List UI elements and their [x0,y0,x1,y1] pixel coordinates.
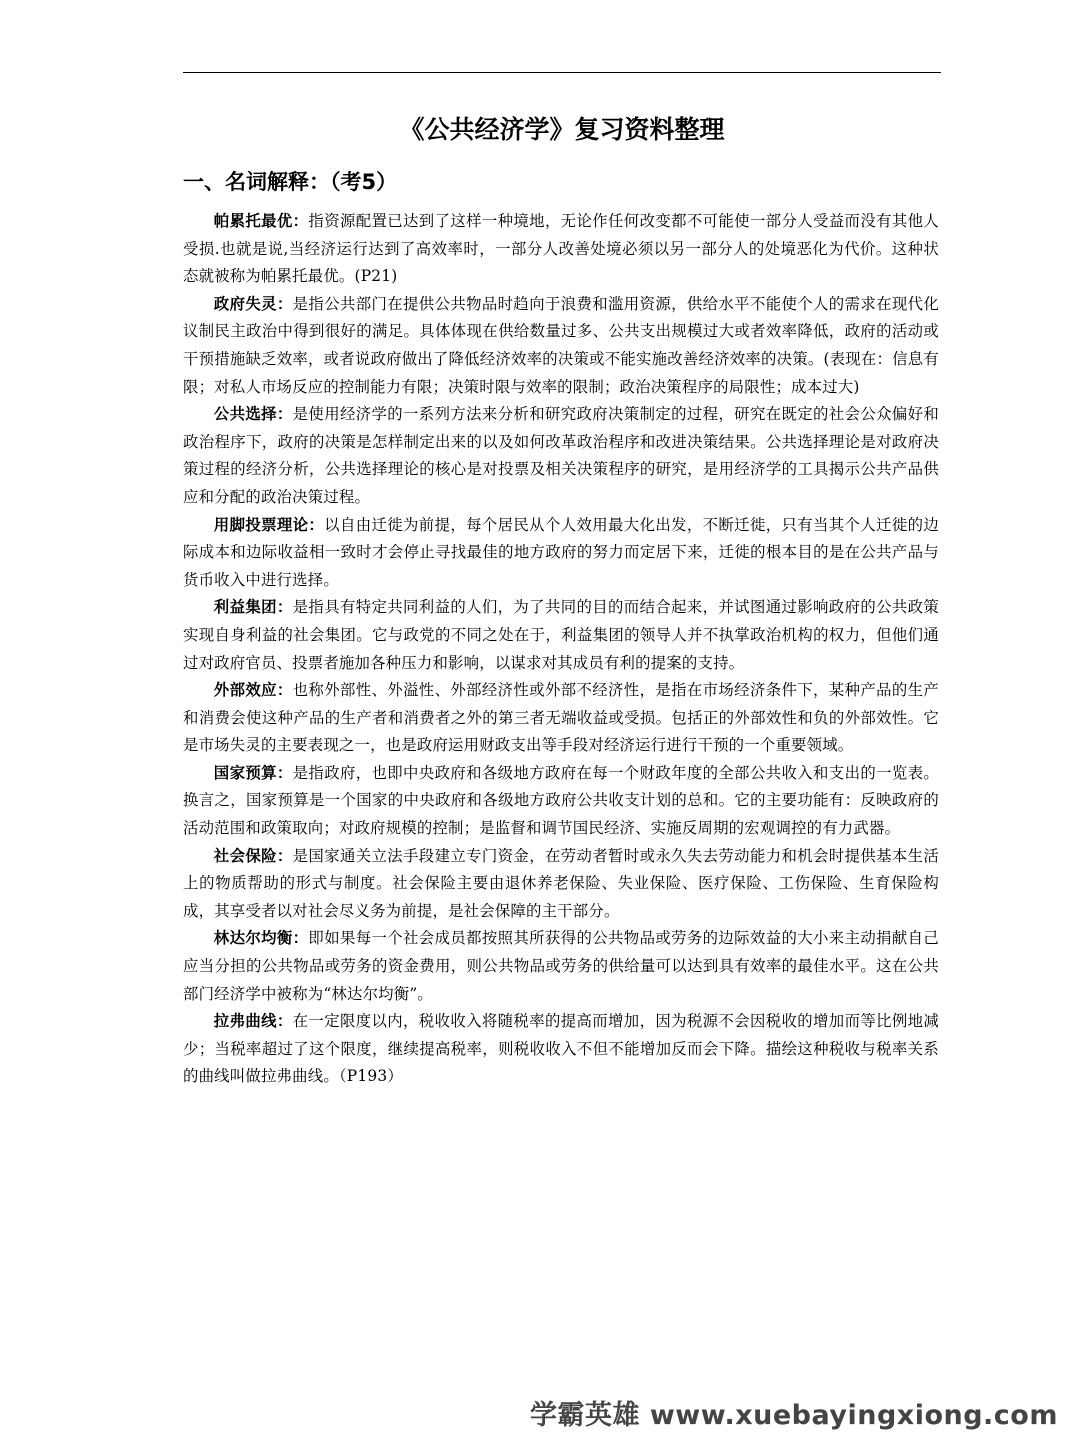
term-lindahl-equilibrium [183,925,939,1008]
term-name: 社会保险： [213,846,293,865]
term-government-failure [183,291,939,401]
term-definition: 在一定限度以内，税收收入将随税率的提高而增加，因为税源不会因税收的增加而等比例地减少；当税率超过了这个限度，继续提高税率，则税收收入不但不能增加反而会下降。描绘这种税收与税率关系的曲线叫做拉弗曲线。（P193） [183,1012,939,1086]
section-heading: 一、名词解释：（考5） [183,170,398,194]
term-definition: 是指政府，也即中央政府和各级地方政府在每一个财政年度的全部公共收入和支出的一览表。换言之，国家预算是一个国家的中央政府和各级地方政府公共收支计划的总和。它的主要功能有：反映政府的活动范围和政策取向；对政府规模的控制；是监督和调节国民经济、实施反周期的宏观调控的有力武器。 [183,763,939,838]
term-interest-group [183,594,939,677]
term-definition: 即如果每一个社会成员都按照其所获得的公共物品或劳务的边际效益的大小来主动捐献自己应当分担的公共物品或劳务的资金费用，则公共物品或劳务的供给量可以达到具有效率的最佳水平。这在公共部门经济学中被称为“林达尔均衡”。 [183,929,939,1003]
term-name: 拉弗曲线： [213,1012,293,1031]
term-definition: 也称外部性、外溢性、外部经济性或外部不经济性，是指在市场经济条件下，某种产品的生产和消费会使这种产品的生产者和消费者之外的第三者无端收益或受损。包括正的外部效性和负的外部效性。它是市场失灵的主要表现之一，也是政府运用财政支出等手段对经济运行进行干预的一个重要领域。 [183,681,939,755]
term-name: 用脚投票理论： [213,515,325,534]
term-pareto-optimal [183,208,939,291]
term-list [183,208,939,1091]
term-laffer-curve [183,1008,939,1091]
term-social-insurance [183,843,939,926]
term-voting-with-feet [183,512,939,595]
term-definition: 是国家通关立法手段建立专门资金，在劳动者暂时或永久失去劳动能力和机会时提供基本生活上的物质帮助的形式与制度。社会保险主要由退休养老保险、失业保险、医疗保险、工伤保险、生育保险构成，其享受者以对社会尽义务为前提，是社会保障的主干部分。 [183,846,939,920]
term-definition: 以自由迁徙为前提，每个居民从个人效用最大化出发，不断迁徙，只有当其个人迁徙的边际成本和边际收益相一致时才会停止寻找最佳的地方政府的努力而定居下来，迁徙的根本目的是在公共产品与货币收入中进行选择。 [183,515,939,589]
term-externality [183,677,939,760]
term-definition: 是指具有特定共同利益的人们，为了共同的目的而结合起来，并试图通过影响政府的公共政策实现自身利益的社会集团。它与政党的不同之处在于，利益集团的领导人并不执掌政治机构的权力，但他们通过对政府官员、投票者施加各种压力和影响，以谋求对其成员有利的提案的支持。 [183,598,939,672]
term-name: 公共选择： [213,405,293,424]
term-name: 利益集团： [213,598,293,617]
term-name: 政府失灵： [213,294,293,313]
term-public-choice [183,401,939,511]
term-name: 帕累托最优： [213,212,309,230]
header-rule [183,72,941,73]
term-name: 林达尔均衡： [213,929,309,948]
term-definition: 是指公共部门在提供公共物品时趋向于浪费和滥用资源，供给水平不能使个人的需求在现代化议制民主政治中得到很好的满足。具体体现在供给数量过多、公共支出规模过大或者效率降低，政府的活动或干预措施缺乏效率，或者说政府做出了降低经济效率的决策或不能实施改善经济效率的决策。(表现在：信息有限；对私人市场反应的控制能力有限；决策时限与效率的限制；政治决策程序的局限性；成本过大) [183,294,939,396]
term-definition: 是使用经济学的一系列方法来分析和研究政府决策制定的过程，研究在既定的社会公众偏好和政治程序下，政府的决策是怎样制定出来的以及如何改革政治程序和改进决策结果。公共选择理论是对政府决策过程的经济分析，公共选择理论的核心是对投票及相关决策程序的研究，是用经济学的工具揭示公共产品供应和分配的政治决策过程。 [183,405,939,506]
term-definition: 指资源配置已达到了这样一种境地，无论作任何改变都不可能使一部分人受益而没有其他人受损.也就是说,当经济运行达到了高效率时，一部分人改善处境必须以另一部分人的处境恶化为代价。这种状态就被称为帕累托最优。(P21) [183,212,939,286]
term-name: 外部效应： [213,681,293,700]
term-national-budget [183,760,939,843]
site-watermark: 学霸英雄 www.xuebayingxiong.com [529,1400,1058,1431]
term-name: 国家预算： [213,763,293,782]
document-title: 《公共经济学》复习资料整理 [399,115,725,144]
